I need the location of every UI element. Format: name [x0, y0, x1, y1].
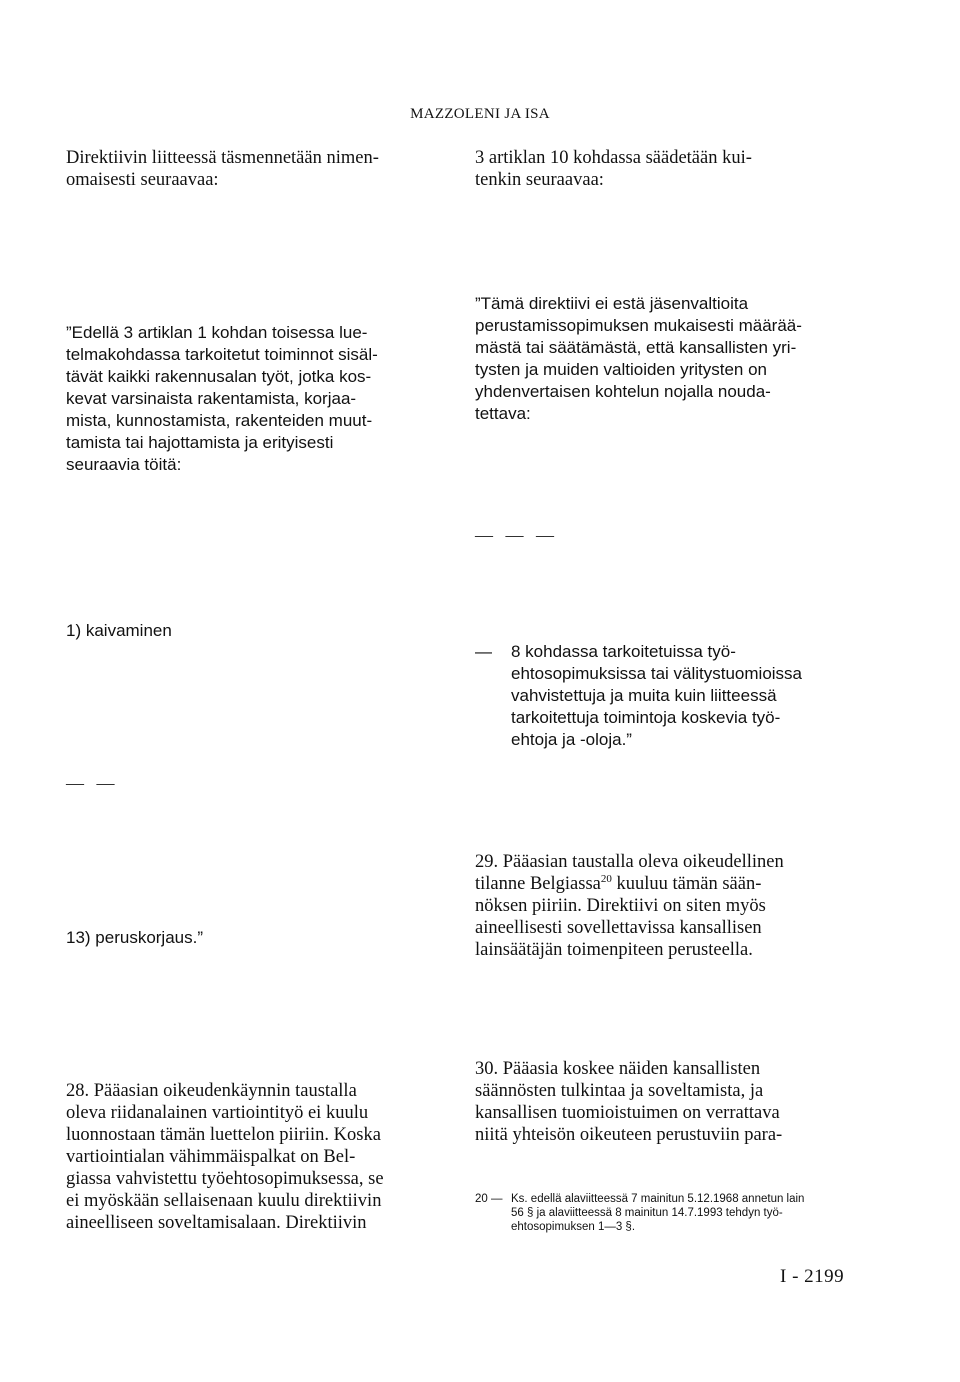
paragraph-number: 30.: [475, 1059, 499, 1079]
left-intro: [66, 147, 449, 191]
text-line: vartiointialan vähimmäispalkat on Bel-: [66, 1147, 356, 1167]
text-line: yhdenvertaisen kohtelun nojalla nouda-: [475, 382, 771, 401]
right-intro: [475, 147, 856, 191]
text-line: niitä yhteisön oikeuteen perustuviin para-: [475, 1125, 783, 1145]
indented-item-text: [511, 641, 856, 751]
right-quote: [475, 293, 856, 425]
text-line: säännösten tulkintaa ja soveltamista, ja: [475, 1081, 764, 1101]
list-item-13: 13) peruskorjaus.”: [66, 928, 204, 947]
footnote-reference[interactable]: 20: [600, 873, 612, 885]
text-line: 8 kohdassa tarkoitetuissa työ-: [511, 642, 736, 661]
text-line: tamista tai hajottamista ja erityisesti: [66, 433, 334, 452]
text-line: nöksen piiriin. Direktiivi on siten myös: [475, 896, 766, 916]
text-line: ehtosopimuksen 1—3 §.: [511, 1221, 636, 1233]
paragraph-29: [475, 851, 856, 961]
footnote-20: [475, 1192, 856, 1234]
text-line: kansallisen tuomioistuimen on verrattava: [475, 1103, 780, 1123]
text-line: tilanne Belgiassa$^{20}$ kuuluu tämän sään-: [475, 873, 762, 894]
text-line: 56 § ja alaviitteessä 8 mainitun 14.7.1993 tehdyn työ-: [511, 1207, 783, 1219]
page-number: I - 2199: [780, 1266, 845, 1287]
footnote-number: 20 —: [475, 1193, 503, 1205]
em-dash: —: [475, 642, 492, 661]
text-line: ehtoja ja -oloja.”: [511, 730, 632, 749]
paragraph-28: [66, 1080, 449, 1234]
text-line: giassa vahvistettu työehtosopimuksessa, se: [66, 1169, 384, 1189]
text-line: ”Tämä direktiivi ei estä jäsenvaltioita: [475, 294, 749, 313]
paragraph-30: [475, 1058, 856, 1146]
text-line: mista, kunnostamista, rakenteiden muut-: [66, 411, 373, 430]
text-line: 29. Pääasian taustalla oleva oikeudellinen: [475, 852, 784, 872]
left-quote: [66, 322, 449, 476]
text-line: ”Edellä 3 artiklan 1 kohdan toisessa luе-: [66, 323, 368, 342]
text-line: vahvistettuja ja muita kuin liitteessä: [511, 686, 777, 705]
text-line: Ks. edellä alaviitteessä 7 mainitun 5.12.1968 annetun lain: [511, 1193, 805, 1205]
text-line: ei myöskään sellaisenaan kuulu direktiivin: [66, 1191, 382, 1211]
indented-item: [475, 641, 856, 751]
text-line: tarkoitettuja toimintoja koskevia työ-: [511, 708, 781, 727]
text-line: tettava:: [475, 404, 531, 423]
text-line: 30. Pääasia koskee näiden kansallisten: [475, 1059, 761, 1079]
text-line: 28. Pääasian oikeudenkäynnin taustalla: [66, 1081, 357, 1101]
text-line: mästä tai säätämästä, että kansallisten yri-: [475, 338, 797, 357]
text-line: perustamissopimuksen mukaisesti määrää-: [475, 316, 802, 335]
text-line: tysten ja muiden valtioiden yritysten on: [475, 360, 767, 379]
text-line: oleva riidanalainen vartiointityö ei kuulu: [66, 1103, 369, 1123]
text-line: aineellisesti sovellettavissa kansallisen: [475, 918, 762, 938]
paragraph-number: 29.: [475, 852, 499, 872]
text-line: kevat varsinaista rakentamista, korjaa-: [66, 389, 357, 408]
text-line: telmakohdassa tarkoitetut toiminnot sisäl-: [66, 345, 378, 364]
running-head: MAZZOLENI JA ISA: [410, 106, 550, 122]
text-line: seuraavia töitä:: [66, 455, 182, 474]
text-line: lainsäätäjän toimenpiteen perusteella.: [475, 940, 753, 960]
footnote-text: [511, 1192, 856, 1234]
text-line: tenkin seuraavaa:: [475, 170, 604, 190]
text-line: tävät kaikki rakennusalan työt, jotka kos-: [66, 367, 372, 386]
text-line: Direktiivin liitteessä täsmennetään nimen-: [66, 148, 379, 168]
text-line: 3 artiklan 10 kohdassa säädetään kui-: [475, 148, 752, 168]
list-item-1: 1) kaivaminen: [66, 621, 172, 640]
paragraph-number: 28.: [66, 1081, 90, 1101]
text-line: aineelliseen soveltamisalaan. Direktiivin: [66, 1213, 367, 1233]
omission-dashes: — — —: [475, 525, 558, 545]
text-line: omaisesti seuraavaa:: [66, 170, 219, 190]
omission-dashes: — —: [66, 773, 119, 793]
text-line: luonnostaan tämän luettelon piiriin. Koska: [66, 1125, 381, 1145]
text-line: ehtosopimuksissa tai välitystuomioissa: [511, 664, 803, 683]
